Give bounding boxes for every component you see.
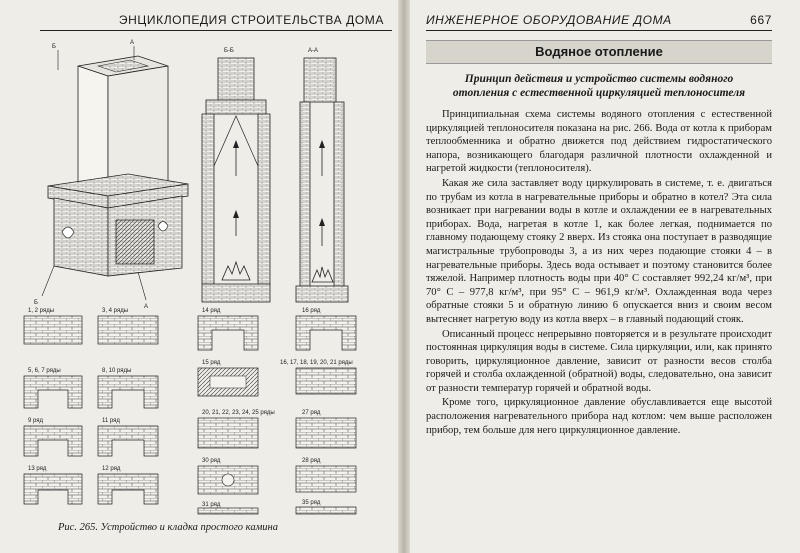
section-title: Водяное отопление xyxy=(426,40,772,64)
plan-9 xyxy=(198,316,258,350)
paragraph-4: Кроме того, циркуляционное давление обуславливается еще высотой расположения нагревательного прибора над котлом: чем выше расположен прибор, тем больше для него циркуляционное давление. xyxy=(426,397,772,436)
plan-label-11: 16 ряд xyxy=(302,308,321,314)
plan-label-1: 1, 2 ряды xyxy=(28,308,55,314)
plan-label-6: 11 ряд xyxy=(102,418,120,424)
subheading: Принцип действия и устройство системы водяного отопления с естественной циркуляцией теплоносителя xyxy=(452,73,746,99)
plan-label-3: 5, 6, 7 ряды xyxy=(28,368,61,374)
right-page xyxy=(426,36,772,546)
plan-19 xyxy=(198,508,258,514)
plan-5 xyxy=(24,426,82,456)
plan-7 xyxy=(24,474,82,504)
left-page xyxy=(18,36,396,546)
plan-label-7: 13 ряд xyxy=(28,466,47,472)
paragraph-3: Описанный процесс непрерывно повторяется и в результате происходит постоянная циркуляция воды в системе. Сила циркуляции, или, как принято говорить, циркуляционное давление, зависит от разности весов столба горячей и столба охлажденной (обратной) воды, следовательно, она зависит от разности температур горячей и обратной воды. xyxy=(426,328,772,394)
plan-label-2: 3, 4 ряды xyxy=(102,308,129,314)
plan-label-17: 28 ряд xyxy=(302,458,321,464)
plan-2 xyxy=(98,316,158,344)
plan-label-8: 12 ряд xyxy=(102,466,121,472)
plan-label-19: 31 ряд xyxy=(202,502,221,508)
plan-1 xyxy=(24,316,82,344)
plan-14 xyxy=(296,368,356,394)
mark-b-top: Б xyxy=(52,44,56,50)
page-number: 667 xyxy=(750,13,772,27)
mark-a-bottom: А xyxy=(144,304,149,310)
section-bb xyxy=(296,48,348,328)
section-aa xyxy=(202,48,270,328)
right-running-title: ИНЖЕНЕРНОЕ ОБОРУДОВАНИЕ ДОМА xyxy=(426,13,672,27)
left-running-head xyxy=(40,8,392,31)
plan-label-20: 35 ряд xyxy=(302,500,321,506)
plan-8 xyxy=(98,474,158,504)
plan-11 xyxy=(296,316,356,350)
left-running-title: ЭНЦИКЛОПЕДИЯ СТРОИТЕЛЬСТВА ДОМА xyxy=(118,13,384,27)
plan-label-5: 9 ряд xyxy=(28,418,44,424)
mark-b-bottom: Б xyxy=(34,300,38,306)
paragraph-1: Принципиальная схема системы водяного отопления с естественной циркуляцией теплоносителя показана на рис. 266. Вода от котла к приборам теплообменника и обратно движется под действием гидростатического напора, возникающего благодаря различной плотности охлажденной и нагретой жидкости (теплоносителя). xyxy=(426,109,772,175)
plan-label-18: 30 ряд xyxy=(202,458,221,464)
book-gutter xyxy=(398,0,410,553)
plan-15 xyxy=(198,418,258,448)
plan-3 xyxy=(24,376,82,408)
mark-a-top: А xyxy=(130,40,135,46)
plan-label-4: 8, 10 ряды xyxy=(102,368,132,374)
row-plans xyxy=(24,308,356,514)
plan-label-9: 14 ряд xyxy=(202,308,221,314)
section-bb-label: А-А xyxy=(308,48,319,54)
right-running-head xyxy=(426,8,772,31)
plan-label-14: 16, 17, 18, 19, 20, 21 ряды xyxy=(280,360,353,366)
fireplace-isometric xyxy=(34,40,188,310)
plan-16 xyxy=(296,418,356,448)
paragraph-2: Какая же сила заставляет воду циркулировать в системе, т. е. двигаться по трубам из котла в нагревательные приборы и обратно в котел? Эта сила возникает при нагревании воды в котле и охлаждении ее в нагревательных приборах. Вода, нагретая в котле 1, как более легкая, поднимается по главному подающему стояку 2 вверх. Из стояка она поступает в разводящие магистральные трубопроводы 3, а из них через подающие стояки 4 – в нагревательные приборы. Здесь вода остывает и поэтому становится более тяжелой. Например плотность воды при 40° С составляет 992,24 кг/м³, при 70° С – 977,8 кг/м³, при 95° С – 961,9 кг/м³. Охлажденная вода через обратные стояки 5 и обратную линию 6 опускается вниз и своим весом вытесняет нагретую воду из котла вверх – в главный подающий стояк. xyxy=(426,177,772,325)
section-aa-label: Б-Б xyxy=(224,48,234,54)
fireplace-figure xyxy=(18,36,396,516)
plan-label-15: 20, 21, 22, 23, 24, 25 ряды xyxy=(202,410,275,416)
plan-4 xyxy=(98,376,158,408)
figure-caption: Рис. 265. Устройство и кладка простого камина xyxy=(58,522,278,533)
plan-17 xyxy=(296,466,356,492)
plan-20 xyxy=(296,507,356,514)
plan-label-16: 27 ряд xyxy=(302,410,321,416)
plan-6 xyxy=(98,426,158,456)
plan-label-10: 15 ряд xyxy=(202,360,221,366)
